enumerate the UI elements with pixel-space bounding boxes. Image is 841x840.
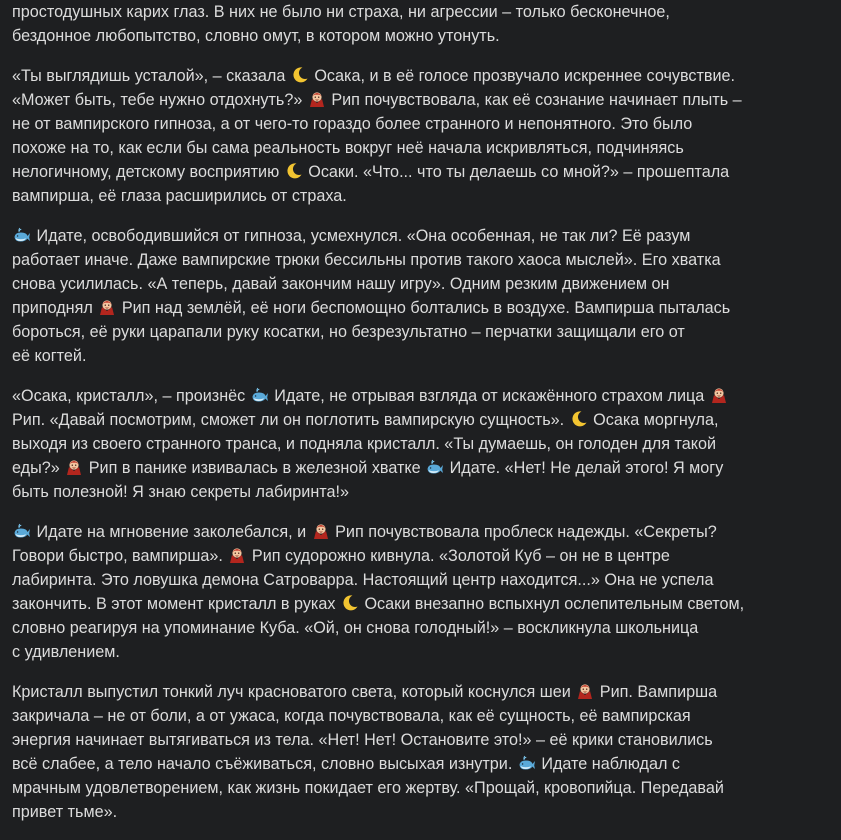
text-segment: Рип в панике извивалась в железной хватке xyxy=(84,459,426,477)
whale-icon xyxy=(518,754,536,772)
text-line xyxy=(12,160,834,184)
text-segment: лабиринта. Это ловушка демона Сатроварра. Настоящий центр находится...» Она не успела xyxy=(12,571,714,589)
text-segment: закричала – не от боли, а от ужаса, когда почувствовала, как её сущность, её вампирская xyxy=(12,707,691,725)
text-segment: мрачным удовлетворением, как жизнь покидает его жертву. «Прощай, кровопийца. Передавай xyxy=(12,779,724,797)
text-segment: выходя из своего странного транса, и подняла кристалл. «Ты думаешь, он голоден для такой xyxy=(12,435,717,453)
text-line xyxy=(12,480,834,504)
story-paragraph xyxy=(12,520,834,664)
text-segment: Осака моргнула, xyxy=(588,411,719,429)
vampire-icon xyxy=(98,298,116,316)
text-line xyxy=(12,800,834,824)
vampire-icon xyxy=(576,682,594,700)
moon-icon xyxy=(341,594,359,612)
text-segment: Рип почувствовала, как её сознание начинает плыть – xyxy=(326,91,742,109)
text-segment: не от вампирского гипноза, а от чего-то гораздо более странного и непонятного. Это было xyxy=(12,115,693,133)
text-segment: бездонное любопытство, словно омут, в котором можно утонуть. xyxy=(12,27,500,45)
text-segment: Рип. Вампирша xyxy=(595,683,718,701)
text-segment: Идате наблюдал с xyxy=(536,755,680,773)
text-segment: всё слабее, а тело начало съёживаться, словно высыхая изнутри. xyxy=(12,755,517,773)
text-line xyxy=(12,248,834,272)
text-segment: словно реагируя на упоминание Куба. «Ой, он снова голодный!» – воскликнула школьница xyxy=(12,619,699,637)
text-segment: Рип. «Давай посмотрим, сможет ли он поглотить вампирскую сущность». xyxy=(12,411,569,429)
text-segment: Осаки внезапно вспыхнул ослепительным светом, xyxy=(359,595,745,613)
text-segment: «Ты выглядишь усталой», – сказала xyxy=(12,67,290,85)
text-line xyxy=(12,184,834,208)
text-line xyxy=(12,0,834,24)
text-line xyxy=(12,320,834,344)
text-segment: Идате, не отрывая взгляда от искажённого страхом лица xyxy=(269,387,709,405)
chat-message-body xyxy=(12,0,834,840)
text-segment: Осака, и в её голосе прозвучало искреннее сочувствие. xyxy=(309,67,736,85)
text-line xyxy=(12,272,834,296)
text-segment: закончить. В этот момент кристалл в руках xyxy=(12,595,340,613)
moon-icon xyxy=(570,410,588,428)
vampire-icon xyxy=(308,90,326,108)
text-line xyxy=(12,568,834,592)
story-paragraph xyxy=(12,0,834,48)
text-segment: Говори быстро, вампирша». xyxy=(12,547,228,565)
whale-icon xyxy=(13,522,31,540)
text-line xyxy=(12,88,834,112)
text-segment: энергия начинает вытягиваться из тела. «Нет! Нет! Остановите это!» – её крики становились xyxy=(12,731,713,749)
story-paragraph xyxy=(12,384,834,504)
text-line xyxy=(12,344,834,368)
text-segment: привет тьме». xyxy=(12,803,118,821)
moon-icon xyxy=(291,66,309,84)
whale-icon xyxy=(426,458,444,476)
text-line xyxy=(12,296,834,320)
text-line xyxy=(12,64,834,88)
text-segment: Осаки. «Что... что ты делаешь со мной?» – прошептала xyxy=(303,163,730,181)
text-segment: Кристалл выпустил тонкий луч красноватого света, который коснулся шеи xyxy=(12,683,576,701)
text-line xyxy=(12,112,834,136)
story-paragraph xyxy=(12,64,834,208)
text-segment: работает иначе. Даже вампирские трюки бессильны против такого хаоса мыслей». Его хватка xyxy=(12,251,721,269)
text-segment: Идате. «Нет! Не делай этого! Я могу xyxy=(445,459,724,477)
text-segment: Идате на мгновение заколебался, и xyxy=(32,523,311,541)
text-line xyxy=(12,592,834,616)
story-paragraph xyxy=(12,224,834,368)
text-segment: еды?» xyxy=(12,459,65,477)
text-line xyxy=(12,224,834,248)
vampire-icon xyxy=(312,522,330,540)
story-paragraph xyxy=(12,680,834,824)
text-line xyxy=(12,384,834,408)
text-line xyxy=(12,136,834,160)
text-segment: Идате, освободившийся от гипноза, усмехнулся. «Она особенная, не так ли? Её разум xyxy=(32,227,691,245)
text-segment: «Осака, кристалл», – произнёс xyxy=(12,387,250,405)
text-line xyxy=(12,544,834,568)
text-line xyxy=(12,704,834,728)
text-segment: нелогичному, детскому восприятию xyxy=(12,163,284,181)
text-segment: быть полезной! Я знаю секреты лабиринта!» xyxy=(12,483,350,501)
text-segment: похоже на то, как если бы сама реальность вокруг неё начала искривляться, подчиняясь xyxy=(12,139,684,157)
text-line xyxy=(12,432,834,456)
moon-icon xyxy=(285,162,303,180)
text-line xyxy=(12,520,834,544)
text-line xyxy=(12,408,834,432)
text-line xyxy=(12,680,834,704)
whale-icon xyxy=(251,386,269,404)
vampire-icon xyxy=(65,458,83,476)
text-line xyxy=(12,752,834,776)
text-line xyxy=(12,640,834,664)
text-segment: Рип почувствовала проблеск надежды. «Секреты? xyxy=(330,523,717,541)
text-segment: Рип над землёй, её ноги беспомощно болтались в воздухе. Вампирша пыталась xyxy=(117,299,731,317)
whale-icon xyxy=(13,226,31,244)
text-segment: снова усилилась. «А теперь, давай закончим нашу игру». Одним резким движением он xyxy=(12,275,670,293)
text-segment: простодушных карих глаз. В них не было ни страха, ни агрессии – только бесконечное, xyxy=(12,3,670,21)
text-line xyxy=(12,456,834,480)
text-segment: «Может быть, тебе нужно отдохнуть?» xyxy=(12,91,307,109)
text-line xyxy=(12,776,834,800)
vampire-icon xyxy=(710,386,728,404)
text-segment: бороться, её руки царапали руку косатки, но безрезультатно – перчатки защищали его от xyxy=(12,323,685,341)
text-segment: с удивлением. xyxy=(12,643,120,661)
text-segment: её когтей. xyxy=(12,347,87,365)
text-line xyxy=(12,616,834,640)
text-segment: вампирша, её глаза расширились от страха. xyxy=(12,187,347,205)
text-line xyxy=(12,728,834,752)
text-segment: Рип судорожно кивнула. «Золотой Куб – он не в центре xyxy=(247,547,670,565)
text-line xyxy=(12,24,834,48)
vampire-icon xyxy=(228,546,246,564)
text-segment: приподнял xyxy=(12,299,98,317)
